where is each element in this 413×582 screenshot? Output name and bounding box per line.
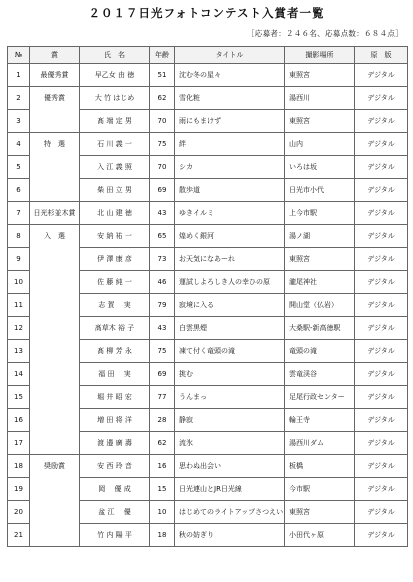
cell-place: 湯西川 — [285, 87, 355, 110]
cell-age: 73 — [150, 248, 175, 271]
cell-age: 69 — [150, 363, 175, 386]
cell-award: 優秀賞 — [30, 87, 80, 110]
cell-age: 10 — [150, 501, 175, 524]
header-place: 撮影場所 — [285, 47, 355, 64]
cell-age: 18 — [150, 524, 175, 547]
cell-name: 竹 内 陽 平 — [80, 524, 150, 547]
cell-medium: デジタル — [355, 455, 408, 478]
table-row — [8, 386, 408, 409]
cell-no: 15 — [8, 386, 30, 409]
cell-title: 流氷 — [175, 432, 285, 455]
cell-name: 髙草木 裕 子 — [80, 317, 150, 340]
table-row — [8, 455, 408, 478]
cell-no: 3 — [8, 110, 30, 133]
cell-title: ゆきイルミ — [175, 202, 285, 225]
cell-age: 77 — [150, 386, 175, 409]
cell-place: 湯ノ湖 — [285, 225, 355, 248]
cell-medium: デジタル — [355, 110, 408, 133]
cell-no: 6 — [8, 179, 30, 202]
cell-title: 日光連山とJR日光線 — [175, 478, 285, 501]
cell-name: 増 田 将 洋 — [80, 409, 150, 432]
cell-title: お天気になあーれ — [175, 248, 285, 271]
cell-medium: デジタル — [355, 386, 408, 409]
cell-award: 特 選 — [30, 133, 80, 156]
cell-medium: デジタル — [355, 179, 408, 202]
cell-place: 今市駅 — [285, 478, 355, 501]
cell-age: 75 — [150, 340, 175, 363]
cell-title: うんまっ — [175, 386, 285, 409]
cell-award — [30, 110, 80, 133]
cell-award — [30, 248, 80, 271]
cell-title: 凍て付く竜頭の滝 — [175, 340, 285, 363]
cell-age: 15 — [150, 478, 175, 501]
cell-award — [30, 524, 80, 547]
cell-place: 東照宮 — [285, 110, 355, 133]
table-row — [8, 156, 408, 179]
cell-name: 安 西 玲 音 — [80, 455, 150, 478]
cell-no: 5 — [8, 156, 30, 179]
table-row — [8, 294, 408, 317]
cell-medium: デジタル — [355, 202, 408, 225]
cell-medium: デジタル — [355, 156, 408, 179]
page-title: ２０１７日光フォトコンテスト入賞者一覧 — [88, 6, 325, 20]
table-row — [8, 478, 408, 501]
cell-name: 志 賀 実 — [80, 294, 150, 317]
table-header-row — [8, 47, 408, 64]
cell-name: 岡 優 成 — [80, 478, 150, 501]
cell-name: 髙 端 定 男 — [80, 110, 150, 133]
cell-no: 10 — [8, 271, 30, 294]
cell-place: 東照宮 — [285, 64, 355, 87]
cell-medium: デジタル — [355, 225, 408, 248]
cell-award: 最優秀賞 — [30, 64, 80, 87]
cell-medium: デジタル — [355, 87, 408, 110]
cell-award: 奨励賞 — [30, 455, 80, 478]
table-row — [8, 248, 408, 271]
entry-summary: ［応募者：２４６名、応募点数：６８４点］ — [247, 29, 403, 38]
cell-title: はじめてのライトアップさつえい — [175, 501, 285, 524]
cell-place: 東照宮 — [285, 248, 355, 271]
cell-place: 板橋 — [285, 455, 355, 478]
header-name: 氏 名 — [80, 47, 150, 64]
cell-place: 東照宮 — [285, 501, 355, 524]
header-no: № — [8, 47, 30, 64]
cell-name: 大 竹 はじめ — [80, 87, 150, 110]
cell-name: 盆 江 優 — [80, 501, 150, 524]
cell-title: 挑む — [175, 363, 285, 386]
cell-title: 雨にもまけず — [175, 110, 285, 133]
cell-name: 北 山 建 徳 — [80, 202, 150, 225]
cell-age: 70 — [150, 110, 175, 133]
cell-award — [30, 340, 80, 363]
cell-place: 山内 — [285, 133, 355, 156]
cell-place: いろは坂 — [285, 156, 355, 179]
cell-no: 13 — [8, 340, 30, 363]
cell-award: 入 選 — [30, 225, 80, 248]
cell-age: 43 — [150, 317, 175, 340]
cell-award — [30, 432, 80, 455]
cell-place: 足尾行政センター — [285, 386, 355, 409]
cell-award: 日光杉並木賞 — [30, 202, 80, 225]
table-body — [8, 64, 408, 547]
cell-award — [30, 363, 80, 386]
cell-medium: デジタル — [355, 248, 408, 271]
cell-age: 69 — [150, 179, 175, 202]
cell-name: 福 田 実 — [80, 363, 150, 386]
cell-age: 75 — [150, 133, 175, 156]
cell-title: 運試しよろしき人の幸ひの原 — [175, 271, 285, 294]
cell-award — [30, 478, 80, 501]
cell-no: 7 — [8, 202, 30, 225]
cell-medium: デジタル — [355, 64, 408, 87]
cell-no: 14 — [8, 363, 30, 386]
cell-place: 日光市小代 — [285, 179, 355, 202]
header-award: 賞 — [30, 47, 80, 64]
cell-age: 65 — [150, 225, 175, 248]
cell-age: 51 — [150, 64, 175, 87]
cell-name: 早乙女 由 徳 — [80, 64, 150, 87]
cell-no: 11 — [8, 294, 30, 317]
cell-place: 大桑駅-新高徳駅 — [285, 317, 355, 340]
table-row — [8, 133, 408, 156]
cell-place: 小田代ヶ原 — [285, 524, 355, 547]
cell-no: 12 — [8, 317, 30, 340]
cell-medium: デジタル — [355, 133, 408, 156]
table-row — [8, 64, 408, 87]
cell-award — [30, 156, 80, 179]
cell-medium: デジタル — [355, 271, 408, 294]
cell-award — [30, 179, 80, 202]
table-row — [8, 110, 408, 133]
table-row — [8, 363, 408, 386]
cell-title: 雪化粧 — [175, 87, 285, 110]
cell-place: 開山堂（仏岩） — [285, 294, 355, 317]
cell-place: 瀧尾神社 — [285, 271, 355, 294]
header-medium: 原 版 — [355, 47, 408, 64]
cell-no: 21 — [8, 524, 30, 547]
cell-award — [30, 409, 80, 432]
cell-no: 9 — [8, 248, 30, 271]
cell-medium: デジタル — [355, 501, 408, 524]
cell-medium: デジタル — [355, 432, 408, 455]
table-row — [8, 271, 408, 294]
cell-place: 輪王寺 — [285, 409, 355, 432]
cell-no: 17 — [8, 432, 30, 455]
cell-title: 思わぬ出会い — [175, 455, 285, 478]
table-row — [8, 202, 408, 225]
cell-age: 62 — [150, 432, 175, 455]
cell-name: 渡 邉 廣 壽 — [80, 432, 150, 455]
cell-place: 雲竜渓谷 — [285, 363, 355, 386]
cell-title: 白雲黒煙 — [175, 317, 285, 340]
header-age: 年齢 — [150, 47, 175, 64]
cell-age: 16 — [150, 455, 175, 478]
cell-title: シカ — [175, 156, 285, 179]
cell-medium: デジタル — [355, 409, 408, 432]
cell-medium: デジタル — [355, 478, 408, 501]
cell-medium: デジタル — [355, 340, 408, 363]
cell-age: 70 — [150, 156, 175, 179]
table-row — [8, 179, 408, 202]
cell-name: 堀 井 昭 宏 — [80, 386, 150, 409]
cell-medium: デジタル — [355, 317, 408, 340]
cell-award — [30, 501, 80, 524]
cell-no: 20 — [8, 501, 30, 524]
cell-name: 伊 澤 康 彦 — [80, 248, 150, 271]
cell-name: 入 江 義 照 — [80, 156, 150, 179]
cell-place: 湯西川ダム — [285, 432, 355, 455]
cell-award — [30, 386, 80, 409]
cell-title: 絆 — [175, 133, 285, 156]
table-row — [8, 409, 408, 432]
cell-place: 竜頭の滝 — [285, 340, 355, 363]
cell-no: 19 — [8, 478, 30, 501]
cell-title: 秋の妨ぎり — [175, 524, 285, 547]
table-row — [8, 340, 408, 363]
cell-no: 4 — [8, 133, 30, 156]
cell-medium: デジタル — [355, 294, 408, 317]
cell-name: 柴 田 立 男 — [80, 179, 150, 202]
cell-title: 沈む冬の星々 — [175, 64, 285, 87]
table-row — [8, 501, 408, 524]
table-row — [8, 225, 408, 248]
cell-name: 安 納 祐 一 — [80, 225, 150, 248]
cell-name: 石 川 義 一 — [80, 133, 150, 156]
cell-place: 上今市駅 — [285, 202, 355, 225]
cell-award — [30, 294, 80, 317]
cell-no: 18 — [8, 455, 30, 478]
table-row — [8, 432, 408, 455]
table-row — [8, 524, 408, 547]
cell-no: 8 — [8, 225, 30, 248]
table-row — [8, 317, 408, 340]
cell-age: 46 — [150, 271, 175, 294]
cell-age: 79 — [150, 294, 175, 317]
cell-no: 1 — [8, 64, 30, 87]
cell-no: 2 — [8, 87, 30, 110]
table-row — [8, 87, 408, 110]
cell-title: 煌めく銀河 — [175, 225, 285, 248]
cell-medium: デジタル — [355, 524, 408, 547]
cell-age: 62 — [150, 87, 175, 110]
cell-age: 28 — [150, 409, 175, 432]
cell-title: 寂境に入る — [175, 294, 285, 317]
cell-medium: デジタル — [355, 363, 408, 386]
cell-name: 佐 藤 純 一 — [80, 271, 150, 294]
winners-table — [7, 46, 408, 547]
cell-name: 髙 柳 芳 永 — [80, 340, 150, 363]
cell-title: 静寂 — [175, 409, 285, 432]
cell-no: 16 — [8, 409, 30, 432]
cell-title: 散歩道 — [175, 179, 285, 202]
header-title: タイトル — [175, 47, 285, 64]
cell-award — [30, 317, 80, 340]
cell-age: 43 — [150, 202, 175, 225]
cell-award — [30, 271, 80, 294]
